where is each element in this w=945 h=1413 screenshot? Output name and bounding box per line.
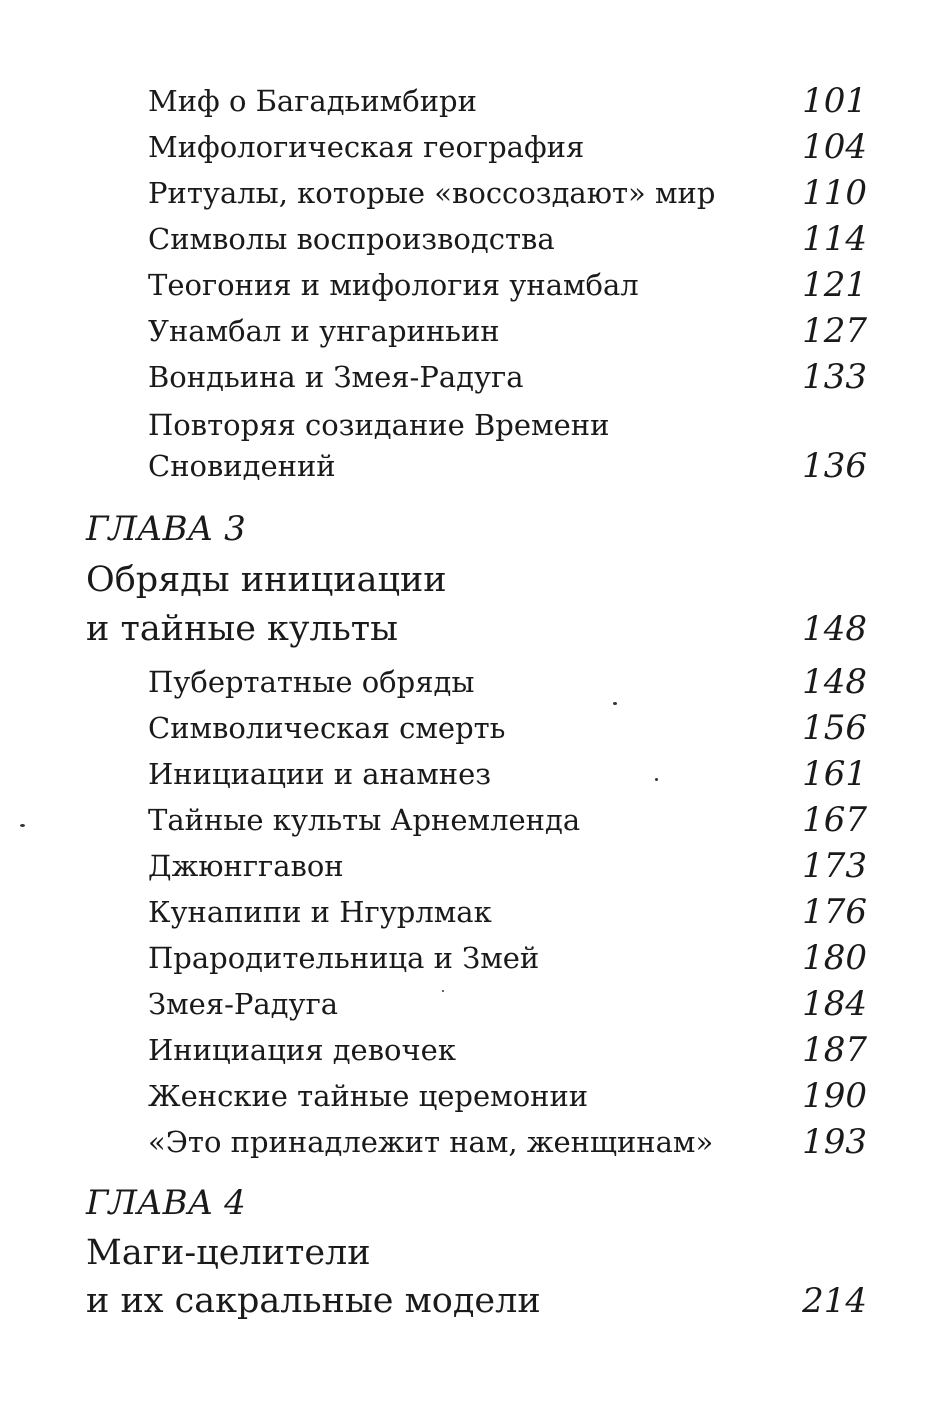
toc-entry-page: 161 bbox=[802, 754, 867, 794]
chapter-3-title-line1: Обряды инициации bbox=[86, 560, 447, 600]
toc-entry-page: 133 bbox=[802, 357, 867, 397]
chapter-4-title-line1: Маги-целители bbox=[86, 1233, 371, 1273]
toc-entry-title: Инициации и анамнез bbox=[148, 757, 492, 791]
toc-entry-page: 176 bbox=[802, 892, 867, 932]
toc-entry-title: Ритуалы, которые «воссоздают» мир bbox=[148, 176, 716, 210]
toc-entry bbox=[0, 1119, 945, 1165]
toc-entry-title: Мифологическая география bbox=[148, 130, 585, 164]
toc-entry bbox=[0, 170, 945, 216]
toc-entry-page: 101 bbox=[802, 81, 867, 121]
toc-entry-title: Вондьина и Змея-Радуга bbox=[148, 360, 524, 394]
chapter-4-page: 214 bbox=[802, 1281, 867, 1321]
toc-entry-multiline-cont bbox=[0, 443, 945, 489]
toc-entry-page: 114 bbox=[802, 219, 867, 259]
toc-entry-page: 187 bbox=[802, 1030, 867, 1070]
toc-entry-page: 148 bbox=[802, 662, 867, 702]
toc-entry bbox=[0, 262, 945, 308]
toc-entry-page: 173 bbox=[802, 846, 867, 886]
toc-entry bbox=[0, 216, 945, 262]
toc-entry-title: Змея-Радуга bbox=[148, 987, 339, 1021]
chapter-4-label: ГЛАВА 4 bbox=[86, 1183, 246, 1223]
toc-entry-page: 127 bbox=[802, 311, 867, 351]
toc-entry-page: 156 bbox=[802, 708, 867, 748]
toc-entry bbox=[0, 308, 945, 354]
toc-entry bbox=[0, 981, 945, 1027]
toc-entry-page: 110 bbox=[802, 173, 867, 213]
toc-entry-title-line1: Повторяя созидание Времени bbox=[148, 408, 610, 442]
toc-entry bbox=[0, 843, 945, 889]
chapter-3-page: 148 bbox=[802, 609, 867, 649]
toc-entry bbox=[0, 935, 945, 981]
toc-entry bbox=[0, 659, 945, 705]
toc-entry-multiline bbox=[0, 402, 945, 448]
toc-entry bbox=[0, 751, 945, 797]
toc-entry-title: Пубертатные обряды bbox=[148, 665, 475, 699]
toc-entry bbox=[0, 1027, 945, 1073]
toc-entry-page: 167 bbox=[802, 800, 867, 840]
toc-entry-page: 190 bbox=[802, 1076, 867, 1116]
toc-entry bbox=[0, 1073, 945, 1119]
toc-entry bbox=[0, 78, 945, 124]
toc-entry bbox=[0, 354, 945, 400]
scan-speck bbox=[613, 702, 617, 705]
toc-entry-title: Символы воспроизводства bbox=[148, 222, 555, 256]
toc-entry bbox=[0, 124, 945, 170]
toc-entry-title: Символическая смерть bbox=[148, 711, 506, 745]
toc-entry bbox=[0, 797, 945, 843]
toc-entry-title: Унамбал и унгариньин bbox=[148, 314, 500, 348]
toc-entry-title: Прародительница и Змей bbox=[148, 941, 540, 975]
toc-entry-title: Миф о Багадьимбири bbox=[148, 84, 477, 118]
toc-entry-page: 121 bbox=[802, 265, 867, 305]
toc-entry-title: Теогония и мифология унамбал bbox=[148, 268, 639, 302]
scan-speck bbox=[655, 778, 658, 781]
toc-entry bbox=[0, 889, 945, 935]
toc-entry-title: «Это принадлежит нам, женщинам» bbox=[148, 1125, 714, 1159]
toc-entry-page: 184 bbox=[802, 984, 867, 1024]
chapter-3-title-line2: и тайные культы bbox=[86, 609, 399, 649]
toc-entry-title: Тайные культы Арнемленда bbox=[148, 803, 581, 837]
scan-speck bbox=[20, 824, 25, 827]
toc-entry-page: 193 bbox=[802, 1122, 867, 1162]
toc-entry-page: 180 bbox=[802, 938, 867, 978]
toc-entry-title: Джюнггавон bbox=[148, 849, 344, 883]
toc-entry-page: 104 bbox=[802, 127, 867, 167]
toc-entry-title: Кунапипи и Нгурлмак bbox=[148, 895, 492, 929]
scan-speck bbox=[442, 990, 444, 992]
toc-entry-title-line2: Сновидений bbox=[148, 449, 336, 483]
chapter-3-label: ГЛАВА 3 bbox=[86, 509, 246, 549]
toc-entry-title: Инициация девочек bbox=[148, 1033, 456, 1067]
chapter-4-title-line2: и их сакральные модели bbox=[86, 1281, 541, 1321]
toc-entry bbox=[0, 705, 945, 751]
toc-entry-title: Женские тайные церемонии bbox=[148, 1079, 589, 1113]
toc-entry-page: 136 bbox=[802, 446, 867, 486]
